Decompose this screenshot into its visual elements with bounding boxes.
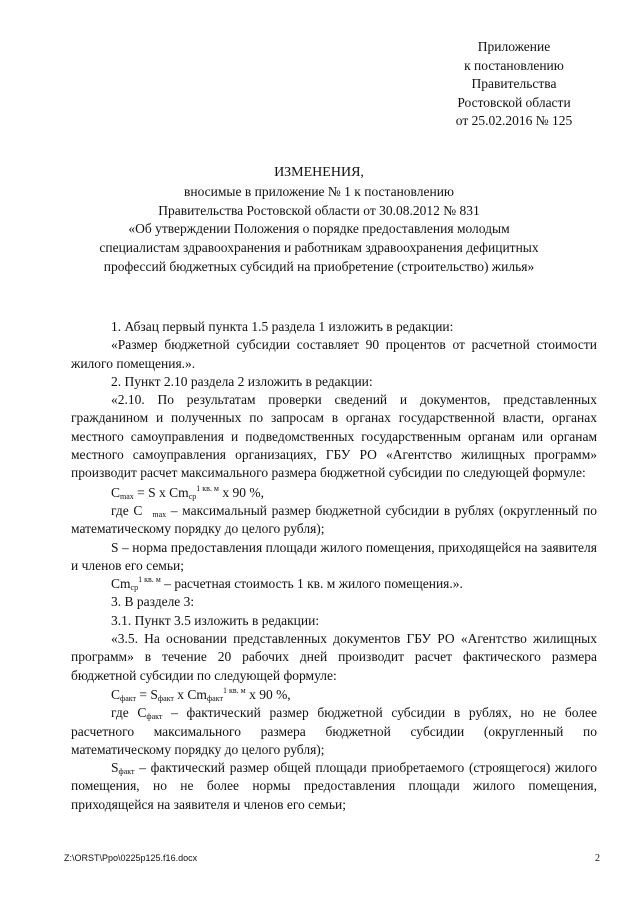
appendix-line: Правительства [471, 76, 557, 92]
paragraph-3-5: «3.5. На основании представленных документов ГБУ РО «Агентство жилищных программ» в течение 20 рабочих дней производит расчет фактического размера бюджетной субсидии по следующей формуле: [71, 631, 597, 683]
formula-fact: $С_{факт} = S_{факт}$ х $Cm_{факт}^{1 кв. м}$ x 90 %, [111, 685, 291, 703]
paragraph-4: «2.10. По результатам проверки сведений и документов, представленных гражданином и полученных по запросам в органах государственной власти, органах местного самоуправления и подведомственных государственным органам или органам местного самоуправления организациях, ГБУ РО «Агентство жилищных программ» производит расчет максимального размера бюджетной субсидии по следующей формуле: [71, 392, 597, 481]
title-line: вносимые в приложение № 1 к постановлению [183, 183, 455, 199]
title-line: Правительства Ростовской области от 30.08.2012 № 831 [158, 202, 480, 218]
formula-max: $С_{max} = S$ x $Cm_{ср}^{1 кв. м}$ x 90 %, [111, 483, 264, 501]
title-line: специалистам здравоохранения и работникам здравоохранения дефицитных [99, 240, 539, 256]
paragraph-3-section: 3. В разделе 3: [111, 594, 195, 610]
title-heading: ИЗМЕНЕНИЯ, [274, 165, 364, 180]
paragraph-c-fact: где $С_{факт}$ – фактический размер бюджетной субсидии в рублях, но не более расчетного максимального размера бюджетной субсидии (округленный по математическому порядку до целого рубля); [71, 705, 598, 757]
appendix-line: Ростовской области [457, 94, 571, 110]
title-line: «Об утверждении Положения о порядке предоставления молодым [128, 221, 510, 237]
title-line: профессий бюджетных субсидий на приобретение (строительство) жилья» [103, 258, 535, 274]
paragraph-cm: $Cm_{ср}^{1 кв. м}$ – расчетная стоимость 1 кв. м жилого помещения.». [111, 575, 463, 593]
appendix-line: к постановлению [464, 57, 564, 73]
paragraph-s-fact: $S_{факт}$ – фактический размер общей площади приобретаемого (строящегося) жилого помещения, но не более нормы предоставления площади жилого помещения, приходящейся на заявителя и членов его семьи; [71, 760, 597, 812]
paragraph-1: 1. Абзац первый пункта 1.5 раздела 1 изложить в редакции: [111, 319, 454, 334]
appendix-block [420, 38, 608, 131]
paragraph-s: S – норма предоставления площади жилого помещения, приходящейся на заявителя и членов его семьи; [71, 539, 597, 573]
appendix-line: Приложение [477, 39, 551, 54]
paragraph-2: «Размер бюджетной субсидии составляет 90 процентов от расчетной стоимости жилого помещения.». [71, 337, 597, 371]
document-title [60, 164, 578, 277]
file-path: Z:\ORST\Ppo\0225p125.f16.docx [64, 853, 198, 863]
paragraph-3: 2. Пункт 2.10 раздела 2 изложить в редакции: [111, 373, 373, 389]
appendix-line: от 25.02.2016 № 125 [455, 113, 573, 129]
page-footer [64, 853, 600, 863]
paragraph-c-max: где С $_{max}$ – максимальный размер бюджетной субсидии в рублях (округленный по математическому порядку до целого рубля); [71, 502, 597, 537]
page-number: 2 [595, 853, 600, 864]
paragraph-3-1: 3.1. Пункт 3.5 изложить в редакции: [111, 612, 320, 628]
document-body [71, 318, 597, 814]
